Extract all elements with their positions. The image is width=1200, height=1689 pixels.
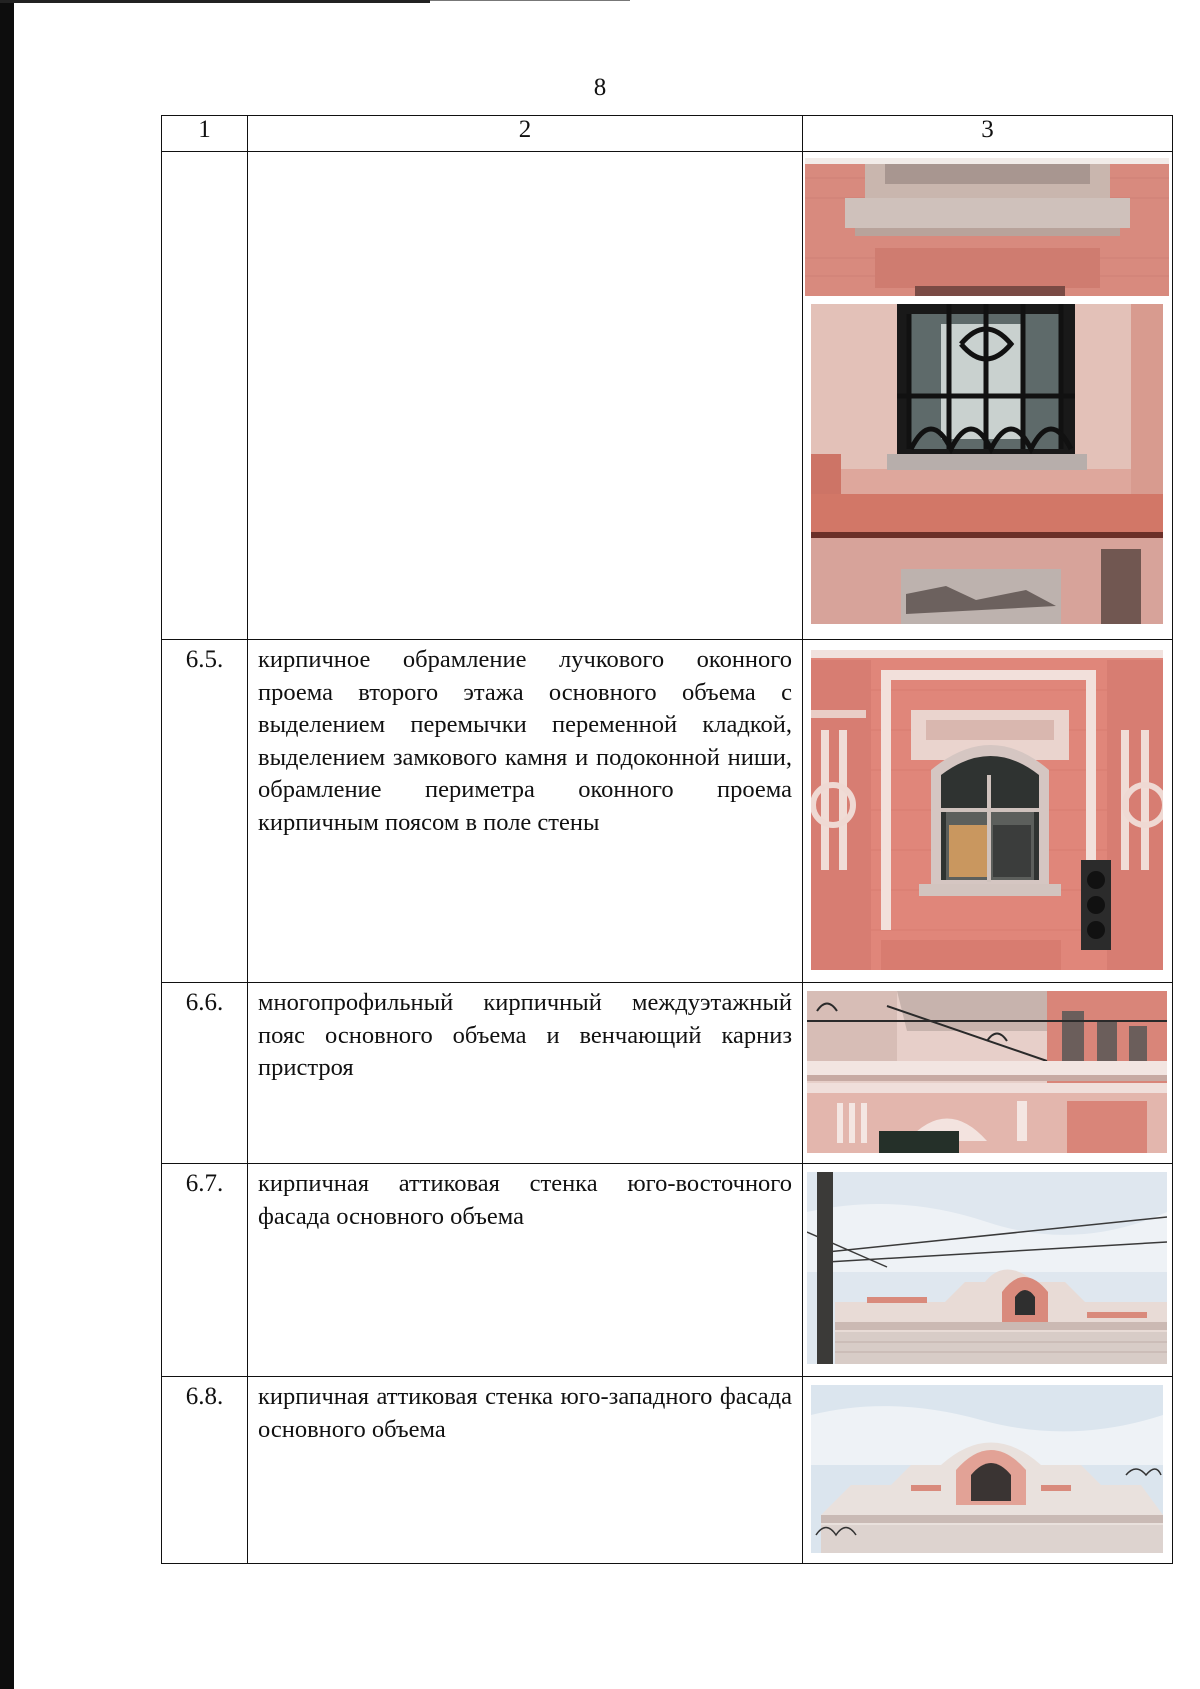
row-photos	[803, 640, 1173, 983]
row-number: 6.5.	[162, 640, 248, 983]
header-col-2: 2	[248, 116, 803, 152]
row-photos	[803, 152, 1173, 640]
page-number: 8	[593, 74, 607, 101]
row-number	[162, 152, 248, 640]
row-description: кирпичная аттиковая стенка юго-восточного фасада основного объема	[248, 1164, 803, 1377]
row-number: 6.8.	[162, 1377, 248, 1564]
scan-edge-left	[0, 0, 14, 1689]
table-row	[162, 640, 1173, 983]
row-description: кирпичная аттиковая стенка юго-западного фасада основного объема	[248, 1377, 803, 1564]
row-description: многопрофильный кирпичный междуэтажный пояс основного объема и венчающий карниз пристроя	[248, 983, 803, 1164]
element-table	[161, 115, 1173, 1564]
row-description: кирпичное обрамление лучкового оконного проема второго этажа основного объема с выделением перемычки переменной кладкой, выделением замкового камня и подоконной ниши, обрамление периметра оконного проема кирпичным поясом в поле стены	[248, 640, 803, 983]
row-photos	[803, 983, 1173, 1164]
row-number: 6.6.	[162, 983, 248, 1164]
barred-window-photo	[811, 304, 1163, 624]
scan-edge-top-faint	[430, 0, 630, 1]
header-col-3: 3	[803, 116, 1173, 152]
scan-edge-top	[0, 0, 430, 3]
table-row	[162, 152, 1173, 640]
table-header-row	[162, 116, 1173, 152]
table-row	[162, 1164, 1173, 1377]
attic-wall-southwest-photo	[811, 1385, 1163, 1553]
table-row	[162, 1377, 1173, 1564]
header-col-1: 1	[162, 116, 248, 152]
arched-window-photo	[811, 650, 1163, 970]
table-row	[162, 983, 1173, 1164]
row-number: 6.7.	[162, 1164, 248, 1377]
row-photos	[803, 1377, 1173, 1564]
attic-wall-southeast-photo	[807, 1172, 1167, 1364]
cornice-belt-photo	[807, 991, 1167, 1153]
row-photos	[803, 1164, 1173, 1377]
row-description	[248, 152, 803, 640]
window-sill-detail-photo	[805, 158, 1169, 296]
